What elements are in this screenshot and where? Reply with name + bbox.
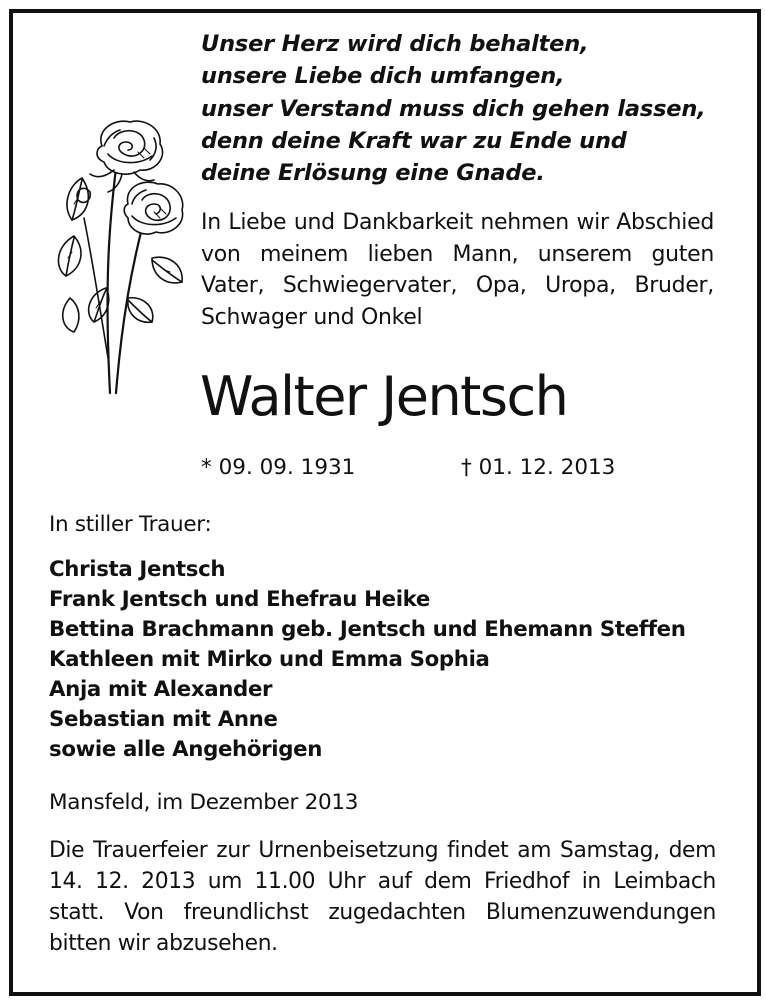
deceased-name: Walter Jentsch xyxy=(200,365,568,428)
mourner-name: sowie alle Angehörigen xyxy=(49,737,323,762)
mourner-name: Frank Jentsch und Ehefrau Heike xyxy=(49,587,430,612)
poem-line: denn deine Kraft war zu Ende und xyxy=(201,127,627,154)
mourner-name: Sebastian mit Anne xyxy=(49,707,278,732)
place-and-date: Mansfeld, im Dezember 2013 xyxy=(49,790,359,815)
funeral-notice: Die Trauerfeier zur Urnenbeisetzung findet am Samstag, dem 14. 12. 2013 um 11.00 Uhr auf dem Friedhof in Leimbach statt. Von freundlichst zugedachten Blumenzuwendungen bitten wir abzusehen. xyxy=(49,838,716,956)
life-dates xyxy=(201,452,721,484)
mourner-name: Christa Jentsch xyxy=(49,557,226,582)
mourner-name: Anja mit Alexander xyxy=(49,677,273,702)
poem-line: deine Erlösung eine Gnade. xyxy=(201,160,545,187)
birth-date: * 09. 09. 1931 xyxy=(201,455,356,480)
mourner-name: Bettina Brachmann geb. Jentsch und Ehemann Steffen xyxy=(49,617,686,642)
poem-line: unsere Liebe dich umfangen, xyxy=(201,63,565,90)
mourner-name: Kathleen mit Mirko und Emma Sophia xyxy=(49,647,490,672)
farewell-intro-text: In Liebe und Dankbarkeit nehmen wir Abschied von meinem lieben Mann, unserem guten Vater, Schwiegervater, Opa, Uropa, Bruder, Schwager und Onkel xyxy=(201,210,714,330)
poem-verse xyxy=(201,28,731,189)
death-date: † 01. 12. 2013 xyxy=(461,455,616,480)
poem-line: unser Verstand muss dich gehen lassen, xyxy=(201,95,706,122)
mourners-list xyxy=(49,555,739,765)
mourning-label: In stiller Trauer: xyxy=(49,512,212,537)
rose-drawing-icon xyxy=(44,108,194,398)
poem-line: Unser Herz wird dich behalten, xyxy=(201,31,589,57)
